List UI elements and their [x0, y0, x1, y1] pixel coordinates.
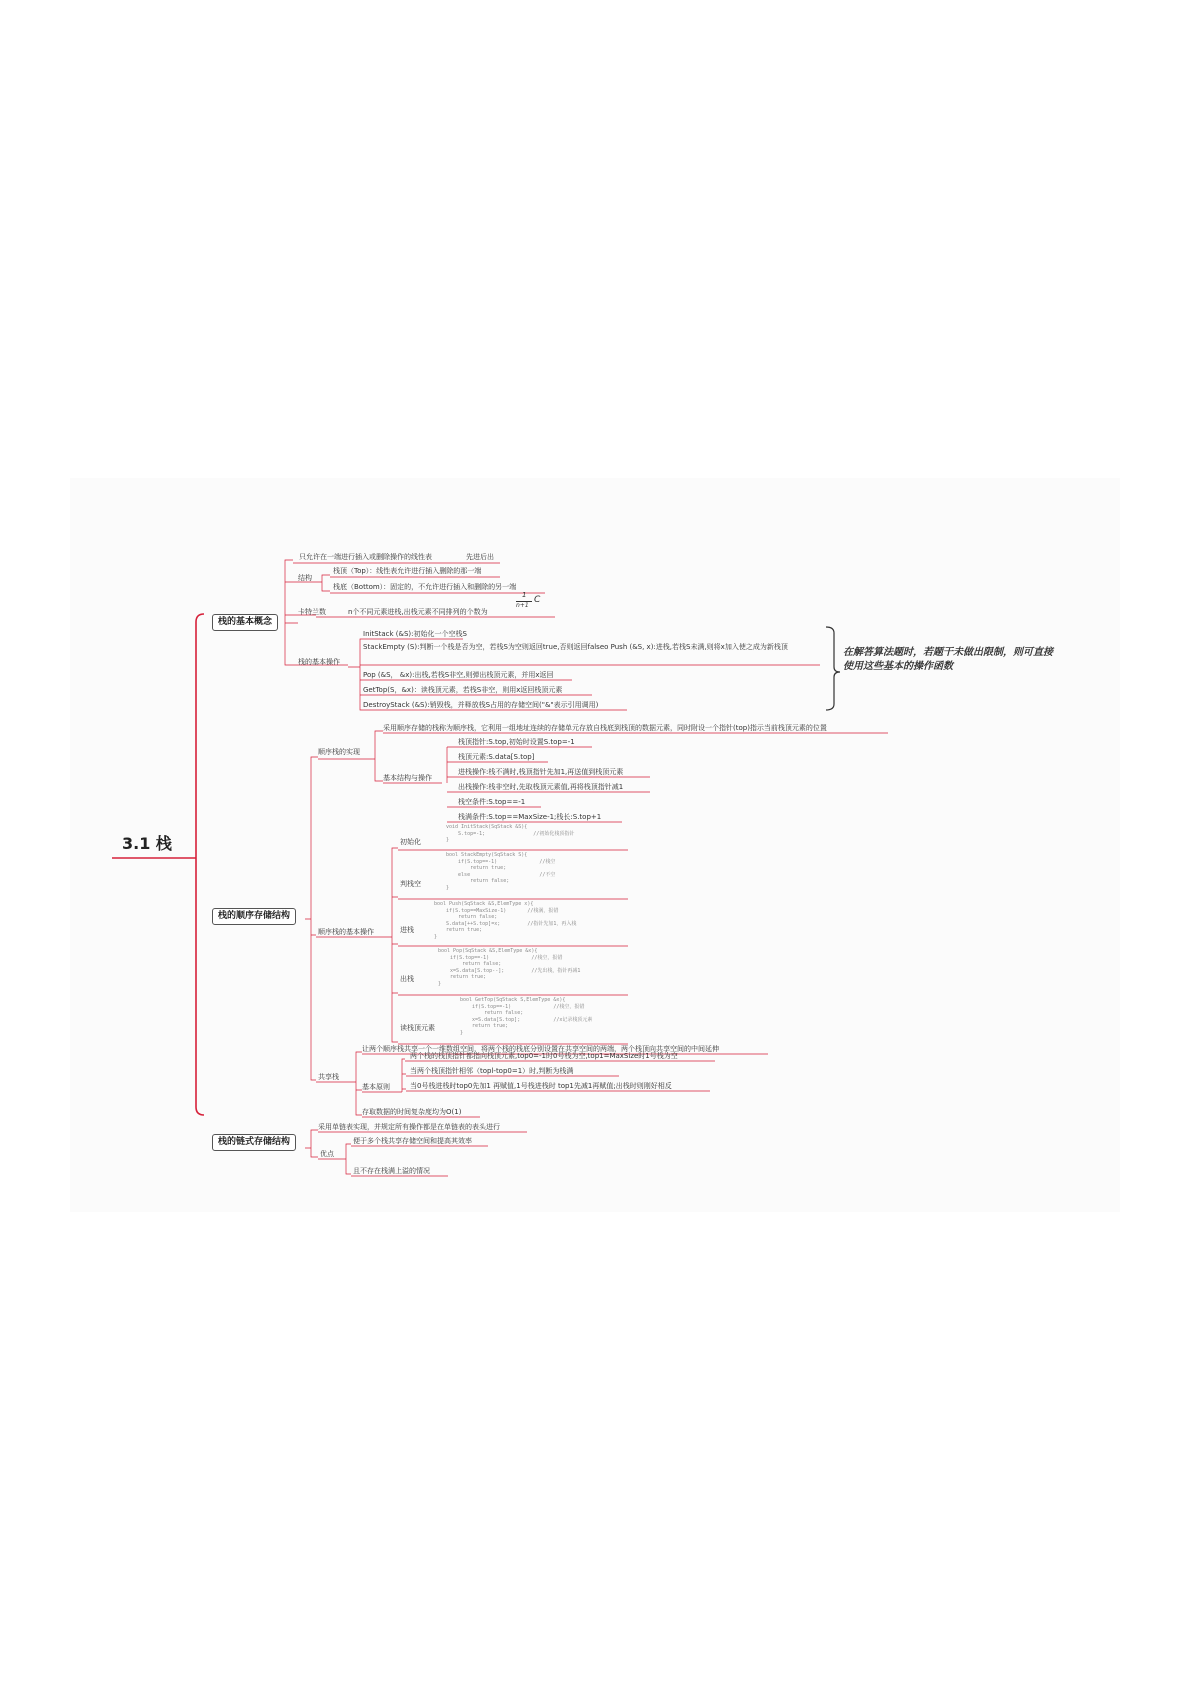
- item-top-element: 栈顶元素:S.data[S.top]: [458, 753, 535, 761]
- advantage-label: 优点: [320, 1150, 334, 1158]
- basic-ops-label: 顺序栈的基本操作: [318, 928, 374, 936]
- op-destroystack: DestroyStack (&S):销毁栈，并释放栈S占用的存储空间("&"表示引用调用): [363, 701, 599, 709]
- impl-desc: 采用顺序存储的栈称为顺序栈，它利用一组地址连续的存储单元存放自栈底到栈顶的数据元素，同时附设一个指针(top)指示当前栈顶元素的位置: [383, 724, 827, 732]
- branch-sequential-storage: 栈的顺序存储结构: [212, 908, 296, 925]
- code-initstack: void InitStack(SqStack &S){ S.top=-1; //初始化栈顶指针 }: [446, 824, 575, 844]
- shared-rule-1: 两个栈的栈顶指针都指向栈顶元素,top0=-1时0号栈为空,top1=MaxSize时1号栈为空: [410, 1052, 678, 1060]
- op-pop-label: 出栈: [400, 975, 414, 983]
- branch-basic-concept: 栈的基本概念: [212, 614, 278, 631]
- item-top-pointer: 栈顶指针:S.top,初始时设置S.top=-1: [458, 738, 575, 746]
- item-pop-op: 出栈操作:栈非空时,先取栈顶元素值,再将栈顶指针减1: [458, 783, 624, 791]
- ops-label: 栈的基本操作: [298, 658, 340, 666]
- catalan-desc: n个不同元素进栈,出栈元素不同排列的个数为: [348, 608, 488, 616]
- item-empty-cond: 栈空条件:S.top==-1: [458, 798, 526, 806]
- formula-numerator: 1: [522, 591, 527, 599]
- op-empty-label: 判栈空: [400, 880, 421, 888]
- exam-note-line1: 在解答算法题时，若题干未做出限制，则可直接: [843, 647, 1053, 658]
- shared-stack-desc: 让两个顺序栈共享一个一维数组空间，将两个栈的栈底分别设置在共享空间的两端，两个栈顶向共享空间的中间延伸: [362, 1045, 719, 1053]
- ops-bracket: [826, 627, 840, 710]
- shared-rule-3: 当0号栈进栈时top0先加1 再赋值,1号栈进栈时 top1先减1再赋值;出栈时则刚好相反: [410, 1082, 672, 1090]
- code-gettop: bool GetTop(SqStack S,ElemType &x){ if(S.top==-1) //栈空，报错 return false; x=S.data[S.top]; //x记录栈顶元素 return true; }: [460, 997, 593, 1036]
- definition-text: 只允许在一端进行插入或删除操作的线性表: [299, 553, 432, 561]
- op-gettop: GetTop(S，&x)：读栈顶元素，若栈S非空，则用x返回栈顶元素: [363, 686, 563, 694]
- linked-desc: 采用单链表实现，并规定所有操作都是在单链表的表头进行: [318, 1123, 500, 1131]
- code-push: bool Push(SqStack &S,ElemType x){ if(S.top==MaxSize-1) //栈满，报错 return false; S.data[++S.top]=x; //指针先加1，再入栈 return true; }: [434, 901, 577, 940]
- formula-combination: C: [534, 595, 541, 605]
- advantage-2: 且不存在栈满上溢的情况: [353, 1167, 430, 1175]
- item-push-op: 进栈操作:栈不满时,栈顶指针先加1,再送值到栈顶元素: [458, 768, 624, 776]
- seq-frame: [305, 757, 318, 1080]
- code-pop: bool Pop(SqStack &S,ElemType &x){ if(S.top==-1) //栈空，报错 return false; x=S.data[S.top--]; //先出栈，指针再减1 return true; }: [438, 948, 581, 987]
- op-pop: Pop (&S， &x):出栈,若栈S非空,则弹出栈顶元素，并用x返回: [363, 671, 554, 679]
- exam-note-line2: 使用这些基本的操作函数: [843, 661, 953, 672]
- branch-linked-storage: 栈的链式存储结构: [212, 1134, 296, 1151]
- advantage-1: 便于多个栈共享存储空间和提高其效率: [353, 1137, 472, 1145]
- impl-label: 顺序栈的实现: [318, 748, 360, 756]
- op-init-label: 初始化: [400, 838, 421, 846]
- catalan-formula: [516, 591, 548, 613]
- catalan-label: 卡特兰数: [298, 608, 326, 616]
- code-stackempty: bool StackEmpty(SqStack S){ if(S.top==-1) //栈空 return true; else //不空 return false; }: [446, 852, 556, 891]
- root-topic: 3.1 栈: [122, 834, 172, 853]
- shared-complexity: 存取数据的时间复杂度均为O(1): [362, 1108, 462, 1116]
- shared-principle-label: 基本原则: [362, 1083, 390, 1091]
- shared-rule-2: 当两个栈顶指针相邻（topl-top0=1）时,判断为栈满: [410, 1067, 574, 1075]
- op-stackempty-push: StackEmpty (S):判断一个栈是否为空，若栈S为空则返回true,否则返回falseo Push (&S, x):进栈,若栈S未满,则将x加入使之成为新栈顶: [363, 643, 788, 651]
- op-gettop-label: 读栈顶元素: [400, 1024, 435, 1032]
- item-full-cond: 栈满条件:S.top==MaxSize-1;栈长:S.top+1: [458, 813, 602, 821]
- stack-top-text: 栈顶（Top）：线性表允许进行插入删除的那一端: [333, 567, 482, 575]
- op-push-label: 进栈: [400, 926, 414, 934]
- struct-ops-label: 基本结构与操作: [383, 774, 432, 782]
- op-initstack: InitStack (&S):初始化一个空栈S: [363, 630, 467, 638]
- lifo-text: 先进后出: [466, 553, 494, 561]
- structure-label: 结构: [298, 574, 312, 582]
- formula-denominator: n+1: [516, 602, 529, 609]
- main-trunk: [196, 614, 204, 1115]
- shared-stack-label: 共享栈: [318, 1073, 339, 1081]
- stack-bottom-text: 栈底（Bottom）：固定的，不允许进行插入和删除的另一端: [333, 583, 517, 591]
- exam-note: [843, 646, 1053, 674]
